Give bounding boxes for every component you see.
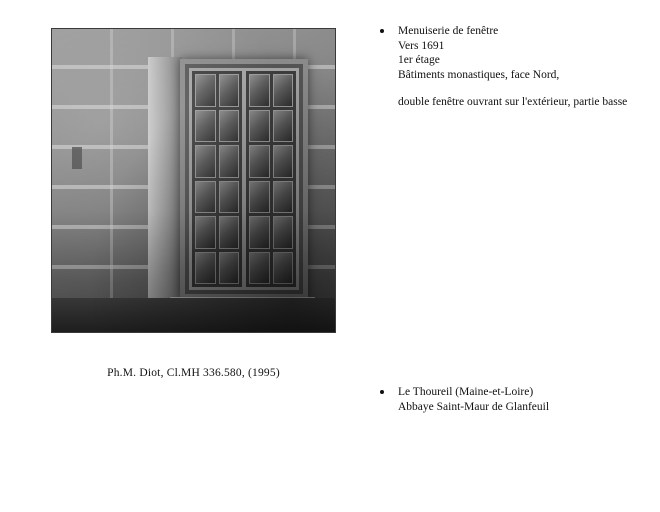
notes-upper bbox=[380, 24, 642, 110]
note-line: Le Thoureil (Maine-et-Loire) bbox=[398, 386, 534, 398]
bullet-list-item bbox=[380, 24, 642, 82]
note-line: Abbaye Saint-Maur de Glanfeuil bbox=[398, 400, 550, 413]
note-trailing-line: double fenêtre ouvrant sur l'extérieur, partie basse bbox=[398, 96, 628, 108]
note-line: Vers 1691 bbox=[398, 39, 445, 52]
note-line: 1er étage bbox=[398, 54, 440, 66]
bullet-icon bbox=[380, 390, 384, 394]
photograph bbox=[51, 28, 336, 333]
photo-caption: Ph.M. Diot, Cl.MH 336.580, (1995) bbox=[107, 367, 280, 379]
note-line: Menuiserie de fenêtre bbox=[398, 25, 499, 37]
note-line: Bâtiments monastiques, face Nord, bbox=[398, 68, 560, 81]
notes-lower bbox=[380, 385, 642, 414]
photo-figure bbox=[51, 28, 336, 379]
photo-shading bbox=[52, 29, 335, 332]
bullet-list-item bbox=[380, 385, 642, 414]
bullet-icon bbox=[380, 29, 384, 33]
